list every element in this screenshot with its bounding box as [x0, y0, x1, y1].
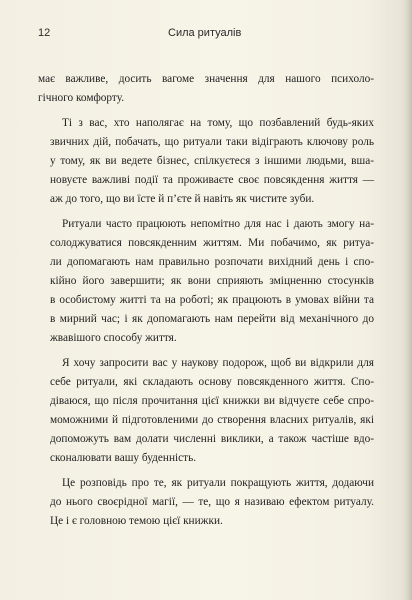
text-line: Я хочу запросити вас у наукову подорож, щоб ви відкрили для	[62, 357, 374, 369]
text-line: жвавішого способу життя.	[50, 332, 177, 344]
text-line: звичних дій, побачать, що ритуали таки відіграють ключову роль	[50, 136, 374, 148]
text-line: у тому, як ви ведете бізнес, спілкуєтеся з іншими людьми, вша-	[50, 155, 374, 167]
text-line: аж до того, що ви їсте й п’єте й навіть як чистите зуби.	[50, 193, 315, 205]
page-header	[38, 27, 376, 43]
text-line: сконалювати вашу буденність.	[50, 452, 197, 464]
text-line: солоджуватися повсякденним життям. Ми побачимо, як ритуа-	[50, 237, 374, 249]
text-line: Це і є головною темою цієї книжки.	[50, 515, 223, 527]
paragraph-2	[38, 114, 374, 209]
text-line: моможними й підготовленими до створення власних ритуалів, які	[50, 414, 374, 426]
text-line: має важливе, досить вагоме значення для нашого психоло-	[38, 73, 374, 85]
paragraph-3	[38, 215, 374, 348]
text-line: Це розповідь про те, як ритуали покращують життя, додаючи	[62, 477, 374, 489]
text-line: гічного комфорту.	[38, 92, 125, 104]
paragraph-1	[38, 70, 374, 108]
body-text	[38, 70, 374, 537]
text-line: в мирний час; і як допомагають нам перейти від механічного до	[50, 313, 374, 325]
paragraph-4	[38, 354, 374, 468]
text-line: діваюся, що після прочитання цієї книжки ви відчуєте себе спро-	[50, 395, 374, 407]
text-line: кійно його завершити; як вони сприяють зміцненню стосунків	[50, 275, 374, 287]
text-line: Ті з вас, хто наполягає на тому, що позбавлений будь-яких	[62, 117, 374, 129]
text-line: в особистому житті та на роботі; як працюють в умовах війни та	[50, 294, 374, 306]
paragraph-5	[38, 474, 374, 531]
running-title: Сила ритуалів	[168, 27, 242, 39]
text-line: ли допомагають нам правильно розпочати вихідний день і спо-	[50, 256, 374, 268]
text-line: себе ритуали, які складають основу повсякденного життя. Спо-	[50, 376, 374, 388]
text-line: допоможуть вам долати численні виклики, а також частіше вдо-	[50, 433, 374, 445]
page-number: 12	[38, 27, 51, 39]
text-line: новуєте важливі події та проживаєте своє повсякдення життя —	[50, 174, 374, 186]
page-edge-shadow	[406, 0, 412, 600]
text-line: Ритуали часто працюють непомітно для нас і дають змогу на-	[62, 218, 374, 230]
text-line: до нього своєрідної магії, — те, що я називаю ефектом ритуалу.	[50, 496, 374, 508]
